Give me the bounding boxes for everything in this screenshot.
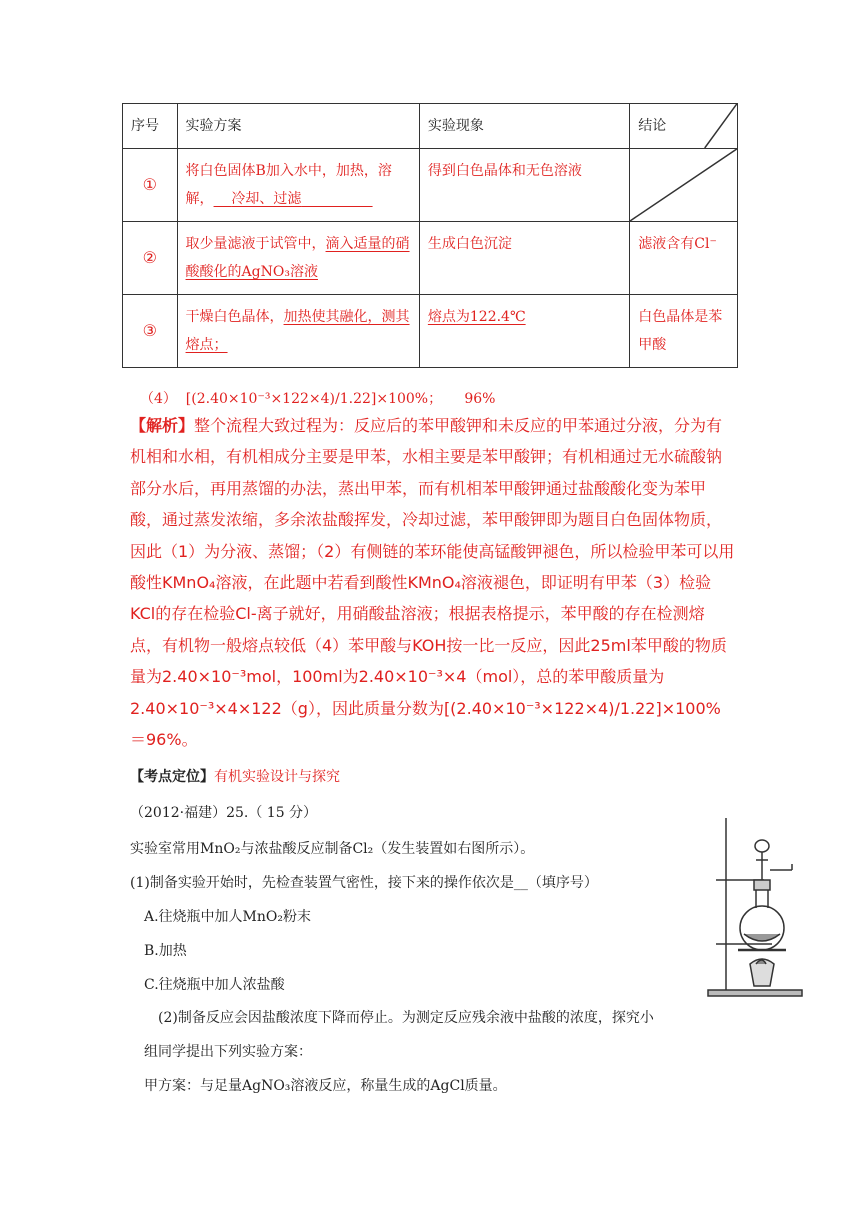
- table-row: [123, 295, 738, 368]
- plan-cell: [177, 149, 419, 222]
- table-header-row: [123, 104, 738, 149]
- question-2-line2: 组同学提出下列实验方案：: [144, 1044, 312, 1060]
- row-number: ①: [123, 149, 178, 222]
- phenomenon-cell: 生成白色沉淀: [419, 222, 629, 295]
- option-b: B.加热: [144, 943, 187, 959]
- header-conclusion: 结论: [638, 118, 667, 134]
- analysis-text: 整个流程大致过程为：反应后的苯甲酸钾和未反应的甲苯通过分液，分为有机相和水相，有机相成分主要是甲苯，水相主要是苯甲酸钾；有机相通过无水硫酸钠部分水后，再用蒸馏的办法，蒸出甲苯，而有机相苯甲酸钾通过盐酸酸化变为苯甲酸，通过蒸发浓缩，多余浓盐酸挥发，冷却过滤，苯甲酸钾即为题目白色固体物质，因此（1）为分液、蒸馏；（2）有侧链的苯环能使高锰酸钾褪色，所以检验甲苯可以用酸性KMnO₄溶液，在此题中若看到酸性KMnO₄溶液褪色，即证明有甲苯（3）检验KCl的存在检验Cl-离子就好，用硝酸盐溶液；根据表格提示，苯甲酸的存在检测熔点，有机物一般熔点较低（4）苯甲酸与KOH按一比一反应，因此25ml苯甲酸的物质量为2.40×10⁻³mol，100ml为2.40×10⁻³×4（mol），总的苯甲酸质量为2.40×10⁻³×4×122（g），因此质量分数为[(2.40×10⁻³×122×4)/1.22]×100%＝96%。: [130, 416, 735, 750]
- plan-a: 甲方案：与足量AgNO₃溶液反应，称量生成的AgCl质量。: [144, 1078, 507, 1094]
- diagonal-line: [630, 149, 737, 221]
- plan-text: 干燥白色晶体，: [185, 309, 284, 325]
- analysis-block: [130, 410, 736, 755]
- option-a: A.往烧瓶中加人MnO₂粉末: [144, 909, 312, 925]
- conclusion-cell: [630, 149, 738, 222]
- plan-answer-text: 冷却、过滤: [231, 191, 302, 207]
- row-number: ②: [123, 222, 178, 295]
- phenomenon-cell: 得到白色晶体和无色溶液: [419, 149, 629, 222]
- table-row: [123, 149, 738, 222]
- question-1: (1)制备实验开始时，先检查装置气密性，接下来的操作依次是__（填序号）: [130, 875, 598, 891]
- phenomenon-text: 熔点为122.4℃: [427, 309, 526, 325]
- plan-answer: 加热使其融化，测其熔点；: [185, 309, 410, 353]
- question-intro: 实验室常用MnO₂与浓盐酸反应制备Cl₂（发生装置如右图所示）。: [130, 841, 535, 857]
- conclusion-cell: 滤液含有Cl⁻: [630, 222, 738, 295]
- table-row: [123, 222, 738, 295]
- plan-cell: [177, 295, 419, 368]
- analysis-tag: 【解析】: [130, 416, 195, 435]
- plan-cell: [177, 222, 419, 295]
- answer-4: （4） [(2.40×10⁻³×122×4)/1.22]×100%； 96%: [140, 391, 496, 407]
- conclusion-cell: 白色晶体是苯甲酸: [630, 295, 738, 368]
- question-header: （2012·福建）25.（ 15 分）: [130, 805, 318, 821]
- header-cell: 实验现象: [419, 104, 629, 149]
- header-cell: 实验方案: [177, 104, 419, 149]
- experiment-table: [122, 103, 738, 368]
- header-cell: [630, 104, 738, 149]
- kaodian-value: 有机实验设计与探究: [214, 769, 340, 785]
- plan-answer: 滴入适量的硝酸酸化的AgNO₃溶液: [185, 236, 410, 280]
- option-c: C.往烧瓶中加人浓盐酸: [144, 977, 285, 993]
- plan-text: 将白色固体B加入水中，加热，溶解，: [185, 163, 392, 207]
- kaodian-tag: 【考点定位】: [130, 769, 214, 785]
- chlorine-generator-apparatus-image: [700, 816, 816, 1000]
- diagonal-line: [630, 104, 737, 148]
- question-2-line1: (2)制备反应会因盐酸浓度下降而停止。为测定反应残余液中盐酸的浓度，探究小: [158, 1010, 654, 1026]
- plan-answer: [214, 191, 373, 207]
- kaodian-line: [130, 766, 340, 786]
- row-number: ③: [123, 295, 178, 368]
- phenomenon-cell: [419, 295, 629, 368]
- header-cell: 序号: [123, 104, 178, 149]
- plan-text: 取少量滤液于试管中，: [185, 236, 326, 252]
